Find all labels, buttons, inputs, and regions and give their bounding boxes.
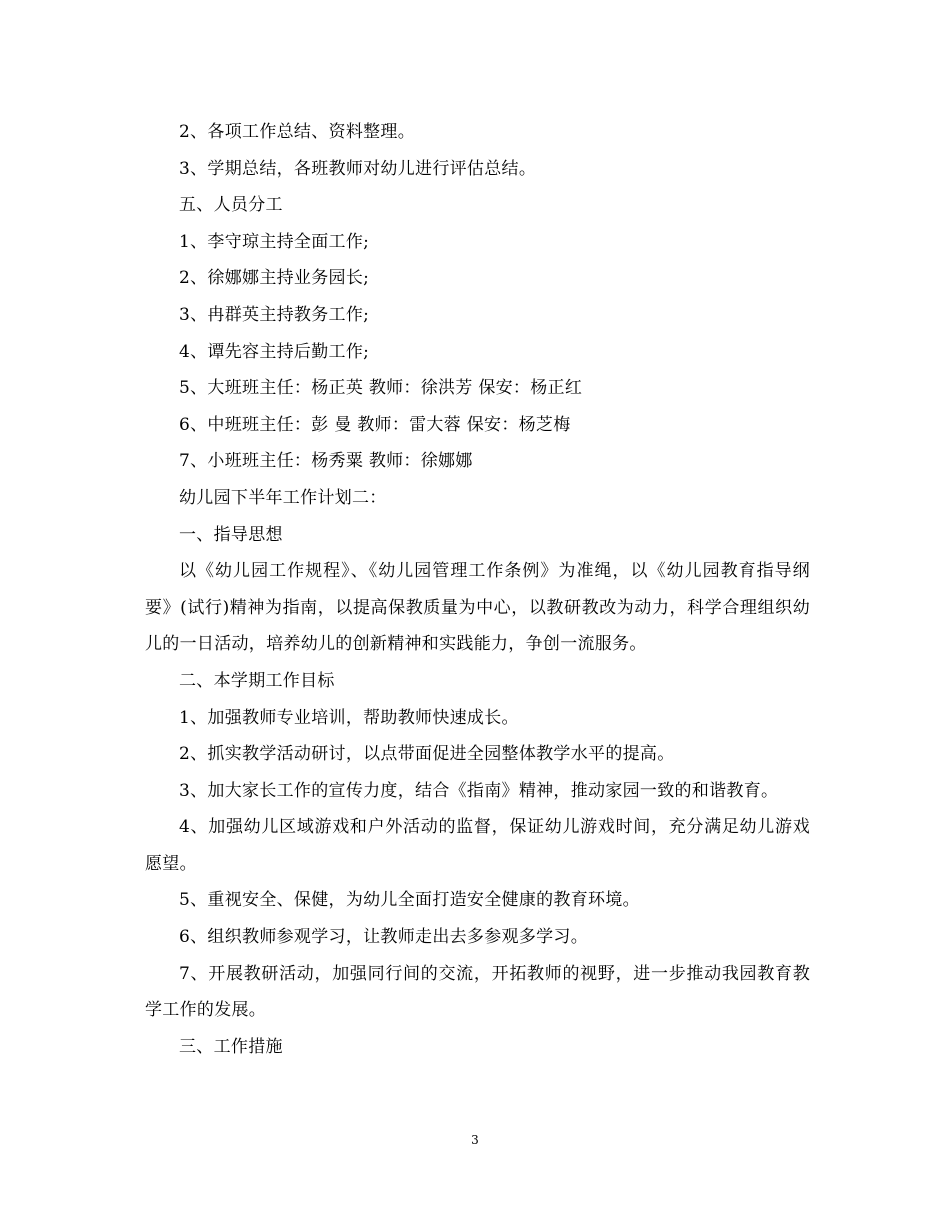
paragraph: 4、加强幼儿区域游戏和户外活动的监督，保证幼儿游戏时间，充分满足幼儿游戏愿望。	[145, 817, 810, 874]
paragraph: 2、各项工作总结、资料整理。	[179, 122, 416, 142]
paragraph: 6、组织教师参观学习，让教师走出去多参观多学习。	[179, 927, 589, 948]
paragraph: 1、李守琼主持全面工作;	[179, 231, 370, 252]
paragraph: 2、抓实教学活动研讨，以点带面促进全园整体教学水平的提高。	[179, 744, 675, 765]
paragraph: 5、大班班主任：杨正英 教师：徐洪芳 保安：杨正红	[179, 378, 583, 399]
paragraph: 2、徐娜娜主持业务园长;	[179, 268, 370, 289]
paragraph: 3、冉群英主持教务工作;	[179, 304, 370, 325]
plan-heading: 幼儿园下半年工作计划二：	[179, 487, 387, 508]
document-body	[145, 114, 810, 1065]
section-heading: 二、本学期工作目标	[179, 670, 335, 691]
paragraph: 5、重视安全、保健，为幼儿全面打造安全健康的教育环境。	[179, 890, 640, 911]
paragraph: 1、加强教师专业培训，帮助教师快速成长。	[179, 707, 519, 728]
paragraph: 4、谭先容主持后勤工作;	[179, 341, 370, 362]
paragraph: 6、中班班主任：彭 曼 教师：雷大蓉 保安：杨芝梅	[179, 414, 571, 435]
paragraph: 以《幼儿园工作规程》、《幼儿园管理工作条例》为准绳，以《幼儿园教育指导纲要》(试行)精神为指南，以提高保教质量为中心，以教研教改为动力，科学合理组织幼儿的一日活动，培养幼儿的创新精神和实践能力，争创一流服务。	[145, 561, 810, 655]
paragraph: 7、小班班主任：杨秀粟 教师：徐娜娜	[179, 451, 473, 472]
section-heading: 三、工作措施	[179, 1036, 283, 1057]
section-heading: 一、指导思想	[179, 524, 283, 545]
paragraph: 3、学期总结，各班教师对幼儿进行评估总结。	[179, 158, 537, 179]
section-heading: 五、人员分工	[179, 195, 283, 216]
paragraph: 7、开展教研活动，加强同行间的交流，开拓教师的视野，进一步推动我园教育教学工作的发展。	[145, 963, 810, 1021]
page-number: 3	[471, 1133, 479, 1147]
paragraph: 3、加大家长工作的宣传力度，结合《指南》精神，推动家园一致的和谐教育。	[179, 780, 779, 801]
